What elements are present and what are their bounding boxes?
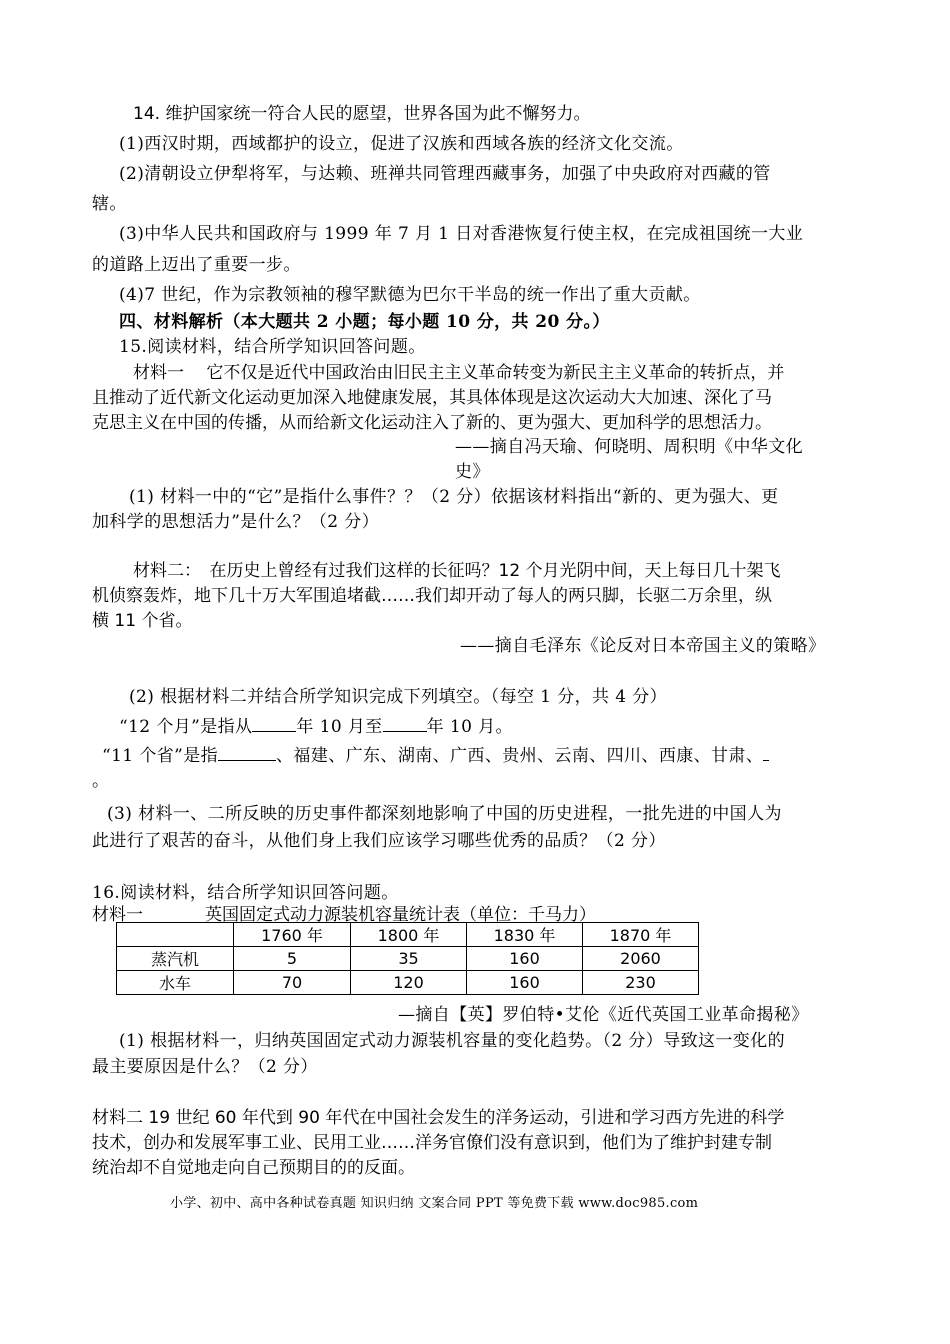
- table-cell: 70: [234, 971, 351, 995]
- end-year-blank[interactable]: [383, 715, 427, 732]
- table-cell: 160: [467, 971, 583, 995]
- provinces-text-a: “11 个省”是指: [102, 746, 219, 766]
- page-footer: 小学、初中、高中各种试卷真题 知识归纳 文案合同 PPT 等免费下载 www.doc985.com: [170, 1196, 699, 1211]
- power-capacity-table: [116, 922, 699, 995]
- q15-question-3b: 此进行了艰苦的奋斗，从他们身上我们应该学习哪些优秀的品质？（2 分）: [92, 831, 666, 851]
- q16-material-2a: 材料二 19 世纪 60 年代到 90 年代在中国社会发生的洋务运动，引进和学习西方先进的科学: [92, 1108, 785, 1128]
- provinces-text-b: 、福建、广东、湖南、广西、贵州、云南、四川、西康、甘肃、: [276, 746, 764, 766]
- q15-material-2c: 横 11 个省。: [92, 611, 193, 631]
- table-cell: 2060: [583, 947, 699, 971]
- q15-question-1a: (1) 材料一中的“它”是指什么事件？？（2 分）依据该材料指出“新的、更为强大、更: [129, 487, 779, 507]
- months-text-c: 年 10 月。: [426, 717, 513, 737]
- q15-question-2-end-mark: 。: [92, 771, 110, 791]
- q16-question-1b: 最主要原因是什么？（2 分）: [92, 1057, 318, 1077]
- q15-question-1b: 加科学的思想活力”是什么？（2 分）: [92, 512, 380, 532]
- table-row: [117, 947, 699, 971]
- q15-material-1-source-b: 史》: [455, 462, 490, 482]
- last-province-blank[interactable]: [763, 744, 769, 761]
- table-cell: 5: [234, 947, 351, 971]
- q16-material-2b: 技术，创办和发展军事工业、民用工业……洋务官僚们没有意识到，他们为了维护封建专制: [92, 1133, 772, 1153]
- q16-material-1-label: 材料一: [92, 905, 143, 925]
- months-text-a: “12 个月”是指从: [119, 717, 253, 737]
- table-cell: 160: [467, 947, 583, 971]
- table-header-cell: 1870 年: [583, 923, 699, 947]
- q15-material-1a: 材料一 它不仅是近代中国政治由旧民主主义革命转变为新民主主义革命的转折点，并: [133, 363, 785, 383]
- q15-material-2b: 机侦察轰炸，地下几十万大军围追堵截……我们却开动了每人的两只脚，长驱二万余里，纵: [92, 586, 772, 606]
- table-header-cell: 1800 年: [351, 923, 467, 947]
- table-header-cell: 1830 年: [467, 923, 583, 947]
- section-4-title: 四、材料解析（本大题共 2 小题；每小题 10 分，共 20 分。）: [119, 312, 610, 332]
- q14-statement-4: (4)7 世纪，作为宗教领袖的穆罕默德为巴尔干半岛的统一作出了重大贡献。: [119, 285, 701, 305]
- q15-question-2-months: [119, 712, 513, 737]
- table-header-row: [117, 923, 699, 947]
- q15-material-1-source-a: ——摘自冯天瑜、何晓明、周积明《中华文化: [455, 437, 803, 457]
- q14-statement-1: (1)西汉时期，西域都护的设立，促进了汉族和西域各族的经济文化交流。: [119, 134, 684, 154]
- first-province-blank[interactable]: [218, 744, 276, 761]
- table-row-label: 水车: [117, 971, 234, 995]
- months-text-b: 年 10 月至: [296, 717, 383, 737]
- table-row: [117, 971, 699, 995]
- q15-question-2-title: (2) 根据材料二并结合所学知识完成下列填空。（每空 1 分，共 4 分）: [129, 687, 668, 707]
- q16-material-1-source: —摘自【英】罗伯特•艾伦《近代英国工业革命揭秘》: [398, 1005, 809, 1025]
- q15-material-2-source: ——摘自毛泽东《论反对日本帝国主义的策略》: [460, 636, 826, 656]
- q15-material-2a: 材料二： 在历史上曾经有过我们这样的长征吗？12 个月光阴中间，天上每日几十架飞: [133, 561, 781, 581]
- table-cell: 120: [351, 971, 467, 995]
- q14-title: 14. 维护国家统一符合人民的愿望，世界各国为此不懈努力。: [133, 104, 591, 124]
- q14-statement-3a: (3)中华人民共和国政府与 1999 年 7 月 1 日对香港恢复行使主权，在完成祖国统一大业: [119, 224, 804, 244]
- table-header-cell: 1760 年: [234, 923, 351, 947]
- q16-material-2c: 统治却不自觉地走向自己预期目的的反面。: [92, 1158, 415, 1178]
- q15-intro: 15.阅读材料，结合所学知识回答问题。: [119, 337, 426, 357]
- table-row-label: 蒸汽机: [117, 947, 234, 971]
- q16-question-1a: (1) 根据材料一，归纳英国固定式动力源装机容量的变化趋势。（2 分）导致这一变化的: [119, 1031, 786, 1051]
- q15-material-1b: 且推动了近代新文化运动更加深入地健康发展，其具体体现是这次运动大大加速、深化了马: [92, 388, 772, 408]
- q14-statement-2a: (2)清朝设立伊犁将军，与达赖、班禅共同管理西藏事务，加强了中央政府对西藏的管: [119, 164, 771, 184]
- table-header-cell: [117, 923, 234, 947]
- table-cell: 230: [583, 971, 699, 995]
- q15-material-1c: 克思主义在中国的传播，从而给新文化运动注入了新的、更为强大、更加科学的思想活力。: [92, 413, 772, 433]
- q14-statement-2b: 辖。: [92, 194, 127, 214]
- q16-table-caption: 英国固定式动力源装机容量统计表（单位：千马力）: [205, 905, 596, 925]
- q15-question-3a: (3) 材料一、二所反映的历史事件都深刻地影响了中国的历史进程，一批先进的中国人为: [107, 804, 782, 824]
- table-cell: 35: [351, 947, 467, 971]
- q15-question-2-provinces: [102, 741, 769, 766]
- start-year-blank[interactable]: [252, 715, 296, 732]
- q16-intro: 16.阅读材料，结合所学知识回答问题。: [92, 883, 399, 903]
- q14-statement-3b: 的道路上迈出了重要一步。: [92, 255, 301, 275]
